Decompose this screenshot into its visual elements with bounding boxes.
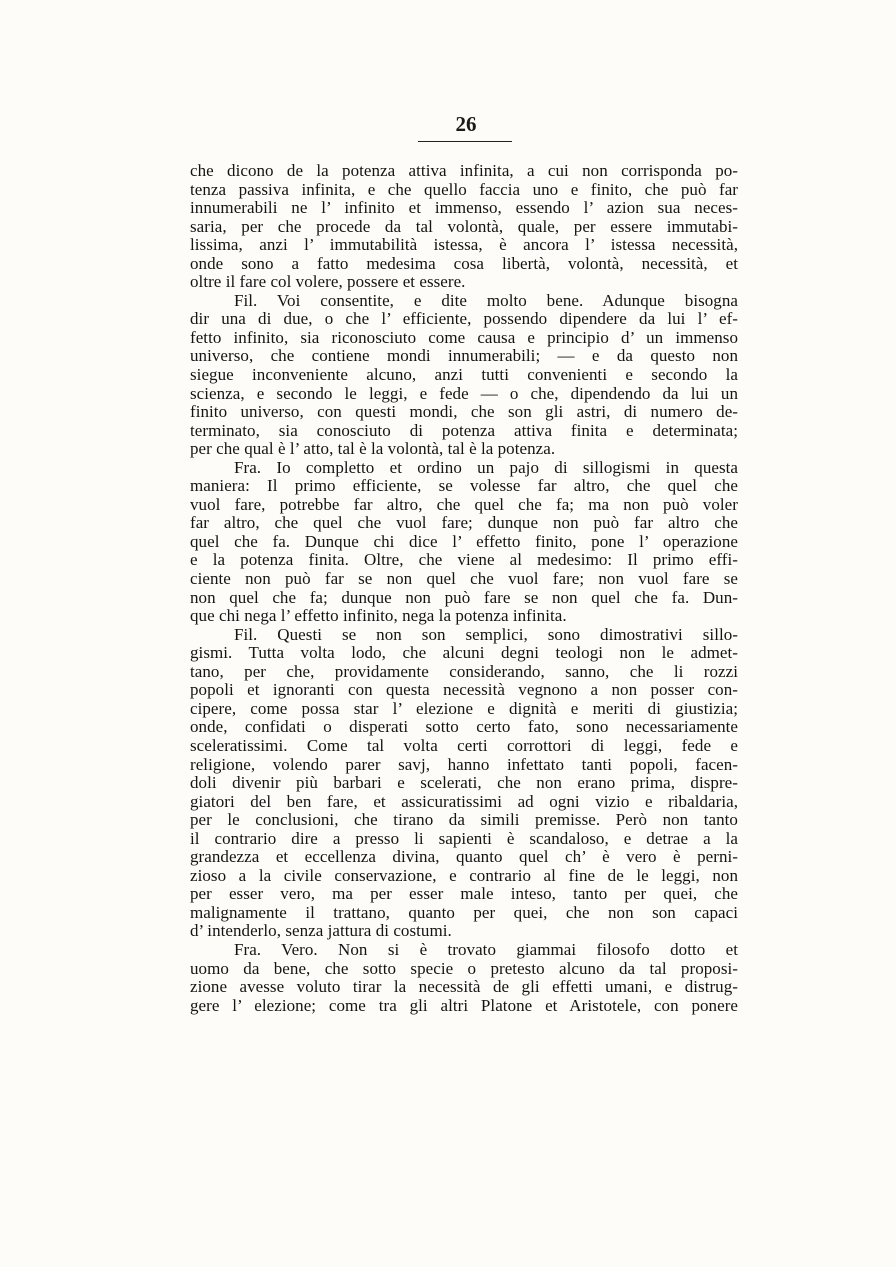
text-line: onde sono a fatto medesima cosa libertà, volontà, necessità, et — [190, 253, 738, 273]
text-line: malignamente il trattano, quanto per quei, che non son capaci — [190, 902, 738, 922]
text-line: Fil. Questi se non son semplici, sono dimostrativi sillo- — [234, 624, 738, 644]
text-line: vuol fare, potrebbe far altro, che quel che fa; ma non può voler — [190, 494, 738, 514]
text-line: non quel che fa; dunque non può fare se non quel che fa. Dun- — [190, 587, 738, 607]
text-line: religione, volendo parer savj, hanno infettato tanti popoli, facen- — [190, 754, 738, 774]
text-line: quel che fa. Dunque chi dice l’ effetto finito, pone l’ operazione — [190, 531, 738, 551]
text-line: popoli et ignoranti con questa necessità vegnono a non posser con- — [190, 680, 738, 700]
text-line: terminato, sia conosciuto di potenza attiva finita e determinata; — [190, 420, 738, 440]
text-line: per le conclusioni, che tirano da simili premisse. Però non tanto — [190, 810, 738, 830]
text-line: que chi nega l’ effetto infinito, nega la potenza infinita. — [190, 606, 567, 626]
text-line: per esser vero, ma per esser male inteso, tanto per quei, che — [190, 884, 738, 904]
text-line: Fra. Io completto et ordino un pajo di sillogismi in questa — [234, 457, 738, 477]
body-text — [190, 162, 738, 1015]
text-line: innumerabili ne l’ infinito et immenso, essendo l’ azion sua neces- — [190, 198, 738, 218]
text-line: far altro, che quel che vuol fare; dunque non può far altro che — [190, 513, 738, 533]
text-line: cipere, come possa star l’ elezione e dignità e meriti di giustizia; — [190, 698, 738, 718]
text-line: zioso a la civile conservazione, e contrario al fine de le leggi, non — [190, 865, 738, 885]
text-line: Fil. Voi consentite, e dite molto bene. Adunque bisogna — [234, 290, 738, 310]
text-line: sceleratissimi. Come tal volta certi corrottori di leggi, fede e — [190, 735, 738, 755]
text-line: che dicono de la potenza attiva infinita, a cui non corrisponda po- — [190, 161, 738, 180]
text-line: gismi. Tutta volta lodo, che alcuni degni teologi non le admet- — [190, 643, 738, 663]
header-rule — [418, 141, 512, 142]
text-line: onde, confidati o disperati sotto certo fato, sono necessariamente — [190, 717, 738, 737]
text-line: Fra. Vero. Non si è trovato giammai filosofo dotto et — [234, 939, 738, 959]
text-line: grandezza et eccellenza divina, quanto quel ch’ è vero è perni- — [190, 847, 738, 867]
page-number: 26 — [455, 112, 477, 136]
text-line: e la potenza finita. Oltre, che viene al medesimo: Il primo effi- — [190, 550, 738, 570]
text-line: finito universo, con questi mondi, che son gli astri, di numero de- — [190, 402, 738, 422]
text-line: lissima, anzi l’ immutabilità istessa, è ancora l’ istessa necessità, — [190, 235, 738, 255]
text-line: d’ intenderlo, senza jattura di costumi. — [190, 921, 452, 941]
text-line: dir una di due, o che l’ efficiente, possendo dipendere da lui l’ ef- — [190, 309, 738, 329]
text-line: doli divenir più barbari e scelerati, che non erano prima, dispre- — [190, 773, 738, 793]
text-line: universo, che contiene mondi innumerabili; — e da questo non — [190, 346, 738, 366]
text-line: il contrario dire a presso li sapienti è scandaloso, e detrae a la — [190, 828, 738, 848]
text-line: tano, per che, providamente considerando, sanno, che li rozzi — [190, 661, 738, 681]
text-line: oltre il fare col volere, possere et essere. — [190, 272, 466, 292]
text-line: zione avesse voluto tirar la necessità de gli effetti umani, e distrug- — [190, 977, 738, 997]
text-line: gere l’ elezione; come tra gli altri Platone et Aristotele, con ponere — [190, 995, 738, 1015]
text-line: tenza passiva infinita, e che quello faccia uno e finito, che può far — [190, 179, 738, 199]
text-line: siegue inconveniente alcuno, anzi tutti convenienti e secondo la — [190, 365, 738, 385]
text-line: uomo da bene, che sotto specie o pretesto alcuno da tal proposi- — [190, 958, 738, 978]
text-line: saria, per che procede da tal volontà, quale, per essere immutabi- — [190, 216, 738, 236]
text-line: maniera: Il primo efficiente, se volesse far altro, che quel che — [190, 476, 738, 496]
text-line: scienza, e secondo le leggi, e fede — o che, dipendendo da lui un — [190, 383, 738, 403]
text-line: per che qual è l’ atto, tal è la volontà, tal è la potenza. — [190, 439, 556, 459]
text-line: ciente non può far se non quel che vuol fare; non vuol fare se — [190, 569, 738, 589]
text-line: fetto infinito, sia riconosciuto come causa e principio d’ un immenso — [190, 327, 738, 347]
text-line: giatori del ben fare, et assicuratissimi ad ogni vizio e ribaldaria, — [190, 791, 738, 811]
